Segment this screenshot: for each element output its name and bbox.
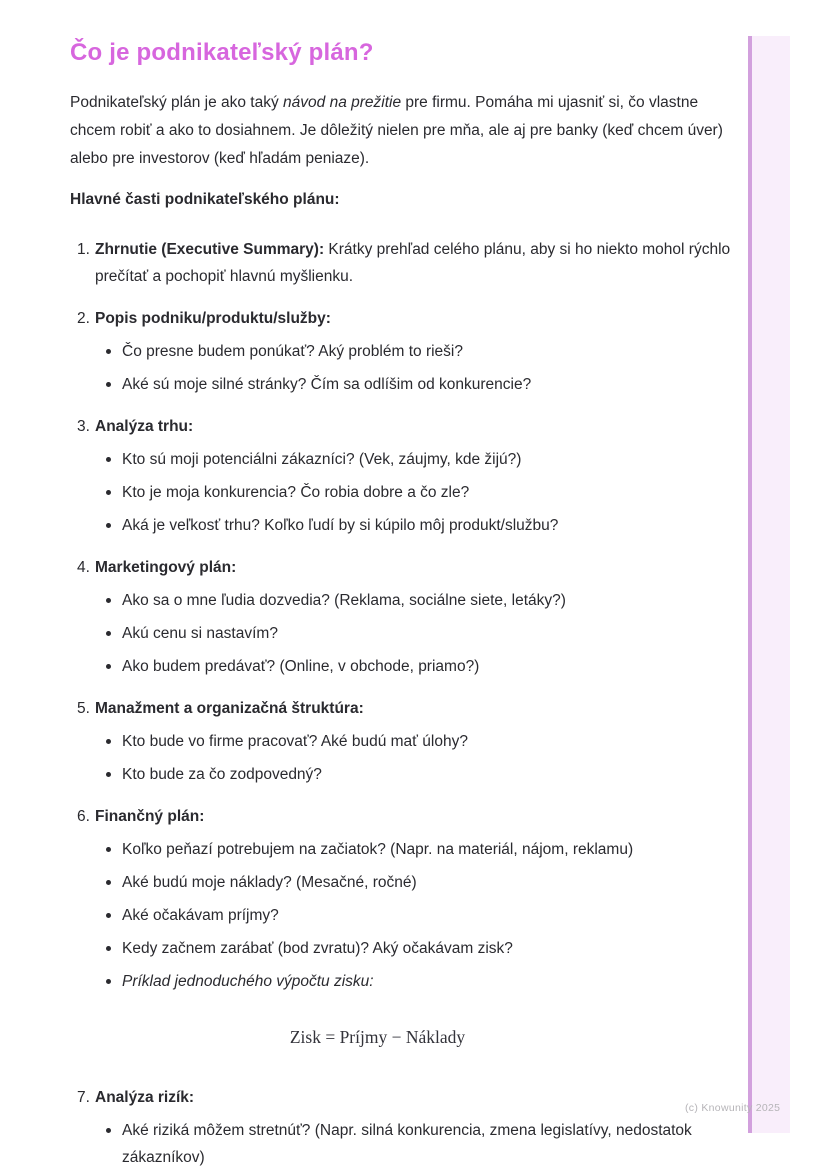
bullet-item: Koľko peňazí potrebujem na začiatok? (Napr. na materiál, nájom, reklamu) [95,836,740,863]
bullet-item: Kedy začnem zarábať (bod zvratu)? Aký očakávam zisk? [95,935,740,962]
bullet-item: Ako budem predávať? (Online, v obchode, priamo?) [95,653,740,680]
bullet-item: Ako sa o mne ľudia dozvedia? (Reklama, sociálne siete, letáky?) [95,587,740,614]
bullet-item: Aké sú moje silné stránky? Čím sa odlíšim od konkurencie? [95,371,740,398]
copyright-watermark: (c) Knowunity 2025 [685,1102,781,1114]
bullet-item: Kto sú moji potenciálni zákazníci? (Vek, záujmy, kde žijú?) [95,446,740,473]
page-title: Čo je podnikateľský plán? [70,39,374,66]
section-inline-text: Krátky prehľad celého plánu, aby si ho niekto mohol rýchlo prečítať a pochopiť hlavnú myšlienku. [95,241,731,285]
intro-text-start: Podnikateľský plán je ako taký [70,94,284,111]
section-title: Popis podniku/produktu/služby: [95,310,331,327]
section-marketing-plan [77,554,740,680]
section-number: 3. [77,418,90,435]
bullet-item: Čo presne budem ponúkať? Aký problém to rieši? [95,338,740,365]
section-title: Marketingový plán: [95,559,237,576]
section-number: 5. [77,700,90,717]
bullet-list [95,587,740,680]
section-title: Analýza trhu: [95,418,194,435]
section-title: Finančný plán: [95,808,205,825]
section-number: 1. [77,241,90,258]
section-financial-plan [77,803,740,1051]
bullet-item: Kto bude vo firme pracovať? Aké budú mať úlohy? [95,728,740,755]
section-market-analysis [77,413,740,539]
section-title: Analýza rizík: [95,1089,195,1106]
section-title: Manažment a organizačná štruktúra: [95,700,364,717]
profit-formula: Zisk = Príjmy − Náklady [289,1027,466,1047]
bullet-item: Aké očakávam príjmy? [95,902,740,929]
bullet-item: Akú cenu si nastavím? [95,620,740,647]
bullet-list [95,338,740,398]
bullet-item-example: Príklad jednoduchého výpočtu zisku: [95,968,740,995]
plan-sections-list [70,236,740,1171]
bullet-list [95,446,740,539]
section-number: 2. [77,310,90,327]
section-number: 4. [77,559,90,576]
bullet-list [95,728,740,788]
section-number: 6. [77,808,90,825]
bullet-item: Aké budú moje náklady? (Mesačné, ročné) [95,869,740,896]
document-content [70,40,740,1171]
intro-paragraph [70,89,740,173]
sections-heading: Hlavné časti podnikateľského plánu: [70,191,340,208]
bullet-item: Kto je moja konkurencia? Čo robia dobre a čo zle? [95,479,740,506]
section-risk-analysis [77,1084,740,1171]
page-edge-strip [748,36,790,1133]
section-summary [77,236,740,290]
intro-text-italic: návod na prežitie [283,94,402,111]
section-title: Zhrnutie (Executive Summary): [95,241,325,258]
bullet-item: Aké riziká môžem stretnúť? (Napr. silná konkurencia, zmena legislatívy, nedostatok zákazníkov) [95,1117,740,1171]
intro-text-end: pre firmu. Pomáha mi ujasniť si, čo vlastne chcem robiť a ako to dosiahnem. Je dôležitý nielen pre mňa, ale aj pre banky (keď chcem úver) alebo pre investorov (keď hľadám peniaze). [70,94,723,167]
section-management [77,695,740,788]
bullet-list [95,836,740,995]
section-number: 7. [77,1089,90,1106]
bullet-item: Kto bude za čo zodpovedný? [95,761,740,788]
bullet-item: Aká je veľkosť trhu? Koľko ľudí by si kúpilo môj produkt/službu? [95,512,740,539]
bullet-list [95,1117,740,1171]
section-description [77,305,740,398]
